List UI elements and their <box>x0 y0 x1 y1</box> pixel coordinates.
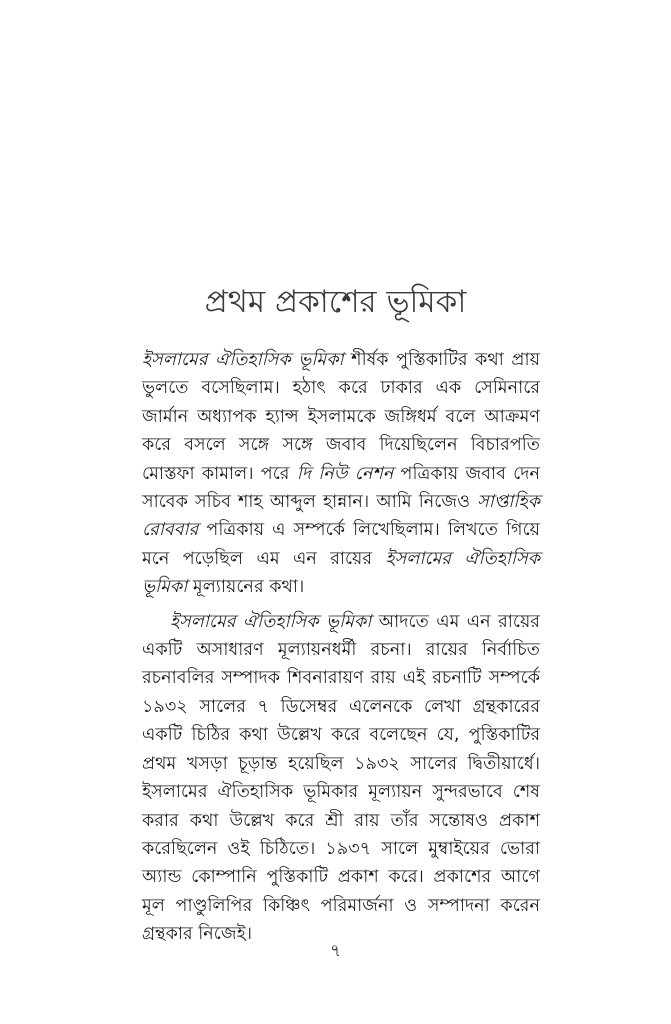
page-title: প্রথম প্রকাশের ভূমিকা <box>204 284 467 320</box>
body-text <box>142 346 540 955</box>
text-run: পত্রিকায় জবাব দেন সাবেক সচিব শাহ আব্দুল হান্নান। আমি নিজেও <box>142 463 540 513</box>
italic-book-title: ইসলামের ঐতিহাসিক ভূমিকা <box>170 611 372 632</box>
italic-newspaper-name: দি নিউ নেশন <box>296 463 394 484</box>
paragraph-2 <box>142 608 540 949</box>
italic-book-title: ইসলামের ঐতিহাসিক ভূমিকা <box>142 548 540 598</box>
paragraph-1 <box>142 346 540 602</box>
italic-book-title: ইসলামের ঐতিহাসিক ভূমিকা <box>142 350 344 370</box>
page-number: ৭ <box>329 941 342 961</box>
italic-magazine-name: সাপ্তাহিক রোববার <box>142 492 540 541</box>
text-run: শীর্ষক পুস্তিকাটির কথা প্রায় ভুলতে বসেছিলাম। হঠাৎ করে ঢাকার এক সেমিনারে জার্মান অধ্যাপক হ্যান্স ইসলামকে জঙ্গিধর্ম বলে আক্রমণ করে বসলে সঙ্গে সঙ্গে জবাব দিয়েছিলেন বিচারপতি মোস্তফা কামাল। পরে <box>142 350 540 484</box>
text-run: আদতে এম এন রায়ের একটি অসাধারণ মূল্যায়নধর্মী রচনা। রায়ের নির্বাচিত রচনাবলির সম্পাদক শিবনারায়ণ রায় এই রচনাটি সম্পর্কে ১৯৩২ সালের ৭ ডিসেম্বর এলেনকে লেখা গ্রন্থকারের একটি চিঠির কথা উল্লেখ করে বলেছেন যে, পুস্তিকাটির প্রথম খসড়া চূড়ান্ত হয়েছিল ১৯৩২ সালের দ্বিতীয়ার্ধে। ইসলামের ঐতিহাসিক ভূমিকার মূল্যায়ন সুন্দরভাবে শেষ করার কথা উল্লেখ করে শ্রী রায় তাঁর সন্তোষও প্রকাশ করেছিলেন ওই চিঠিতে। ১৯৩৭ সালে মুম্বাইয়ের ভোরা অ্যান্ড কোম্পানি পুস্তিকাটি প্রকাশ করে। প্রকাশের আগে মূল পাণ্ডুলিপির কিঞ্চিৎ পরিমার্জনা ও সম্পাদনা করেন গ্রন্থকার নিজেই। <box>142 611 540 945</box>
text-run: পত্রিকায় এ সম্পর্কে লিখেছিলাম। লিখতে গিয়ে মনে পড়েছিল এম এন রায়ের <box>142 520 540 569</box>
text-run: মূল্যায়নের কথা। <box>187 577 305 598</box>
